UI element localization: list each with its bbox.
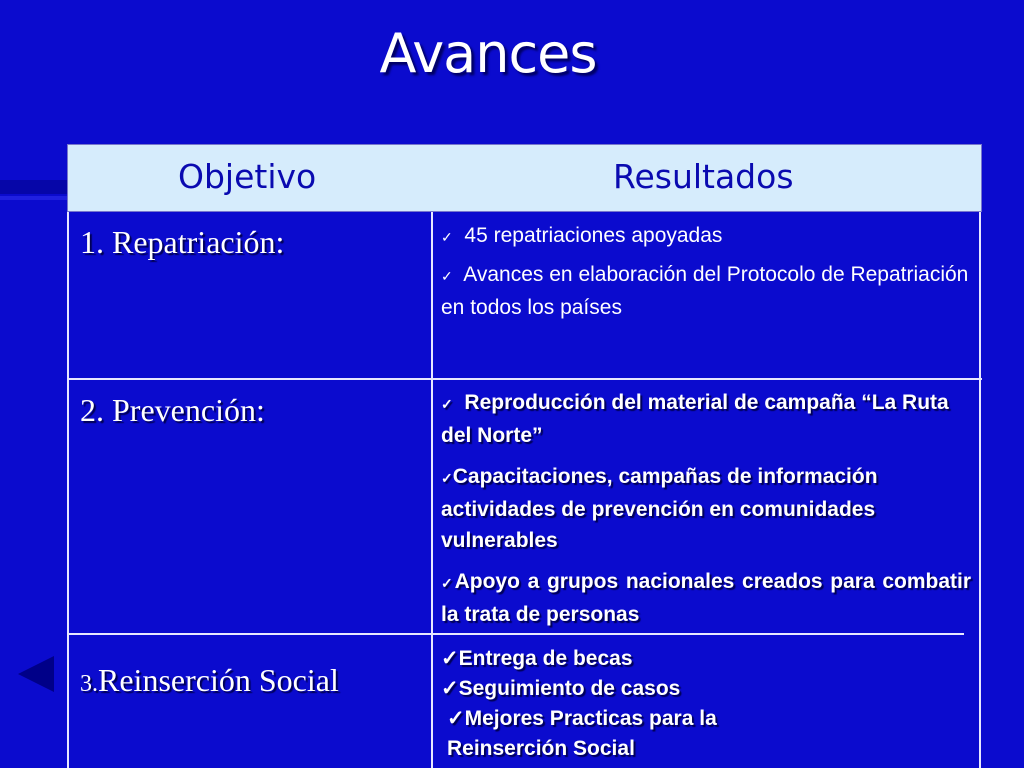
table-header <box>67 144 982 212</box>
progress-table <box>67 144 982 768</box>
back-arrow-icon[interactable] <box>18 656 54 692</box>
objective-prevencion: 2. Prevención: <box>80 392 265 428</box>
result-item: ✓Seguimiento de casos <box>441 677 681 700</box>
header-objective: Objetivo <box>178 157 317 196</box>
result-item: ✓ Avances en elaboración del Protocolo de Repatriación en todos los países <box>441 263 969 319</box>
result-item: ✓ 45 repatriaciones apoyadas <box>441 224 723 247</box>
checkmark-icon: ✓ <box>441 470 453 486</box>
result-item: ✓Mejores Practicas para la Reinserción Social <box>447 707 717 760</box>
checkmark-icon: ✓ <box>441 268 453 284</box>
row-divider <box>67 633 964 635</box>
checkmark-icon: ✓ <box>441 396 453 412</box>
result-item: ✓ Reproducción del material de campaña “La Ruta del Norte” <box>441 391 949 447</box>
slide-title: Avances <box>379 22 597 85</box>
results-prevencion <box>441 387 971 630</box>
checkmark-icon: ✓ <box>441 229 453 245</box>
checkmark-icon: ✓ <box>447 707 465 730</box>
table-left-border <box>67 212 69 768</box>
result-item: ✓Capacitaciones, campañas de información actividades de prevención en comunidades vulnerables <box>441 465 878 552</box>
table-right-border <box>979 212 981 768</box>
decorative-bar-accent <box>0 196 70 200</box>
checkmark-icon: ✓ <box>441 647 459 670</box>
objective-repatriacion: 1. Repatriación: <box>80 224 285 260</box>
header-results: Resultados <box>613 157 794 196</box>
results-reinsercion <box>441 644 971 764</box>
objective-reinsercion: 3.Reinserción Social <box>80 662 339 698</box>
checkmark-icon: ✓ <box>441 575 455 591</box>
result-item: ✓Apoyo a grupos nacionales creados para combatir la trata de personas <box>441 570 972 626</box>
row-divider <box>67 378 982 380</box>
decorative-bar <box>0 180 70 194</box>
checkmark-icon: ✓ <box>441 677 459 700</box>
column-divider <box>431 212 433 768</box>
results-repatriacion <box>441 220 971 323</box>
result-item: ✓Entrega de becas <box>441 647 633 670</box>
